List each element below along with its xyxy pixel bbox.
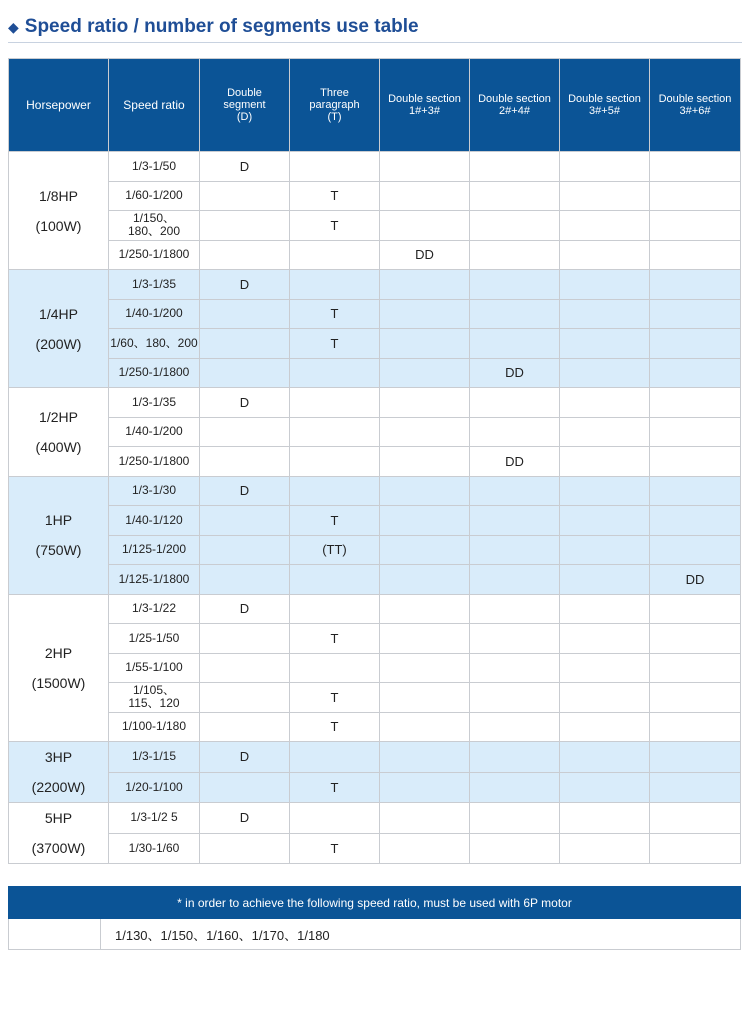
three-paragraph-cell <box>290 447 380 477</box>
double-section-1-3-cell <box>380 388 470 418</box>
double-segment-cell <box>200 653 290 683</box>
three-paragraph-cell <box>290 594 380 624</box>
double-section-2-4-cell <box>470 240 560 270</box>
title-divider <box>8 42 742 43</box>
double-section-2-4-cell <box>470 181 560 211</box>
three-paragraph-cell: T <box>290 181 380 211</box>
table-row <box>9 476 741 506</box>
three-paragraph-cell <box>290 742 380 773</box>
page-title-text: Speed ratio / number of segments use table <box>24 16 419 37</box>
table-row <box>9 506 741 536</box>
horsepower-value: 1HP <box>44 512 73 528</box>
header-double-segment: Double segment (D) <box>200 59 290 152</box>
double-section-2-4-cell <box>470 417 560 447</box>
double-section-3-6-cell <box>650 152 741 182</box>
three-paragraph-cell: T <box>290 624 380 654</box>
double-segment-cell <box>200 683 290 713</box>
table-header-row <box>9 59 741 152</box>
double-section-3-6-cell <box>650 624 741 654</box>
double-section-3-5-cell <box>560 211 650 241</box>
double-section-3-6-cell <box>650 803 741 834</box>
double-section-2-4-cell <box>470 772 560 803</box>
speed-ratio-cell: 1/40-1/120 <box>109 506 200 536</box>
double-section-1-3-cell <box>380 742 470 773</box>
speed-ratio-cell: 1/3-1/2 5 <box>109 803 200 834</box>
double-section-3-6-cell <box>650 772 741 803</box>
horsepower-cell <box>9 152 109 270</box>
double-section-3-5-cell <box>560 447 650 477</box>
double-section-3-5-cell <box>560 565 650 595</box>
speed-ratio-cell: 1/150、 180、200 <box>109 211 200 241</box>
double-section-3-6-cell <box>650 270 741 300</box>
three-paragraph-cell <box>290 152 380 182</box>
table-body <box>9 152 741 864</box>
table-row <box>9 624 741 654</box>
double-section-3-5-cell <box>560 299 650 329</box>
speed-ratio-cell: 1/25-1/50 <box>109 624 200 654</box>
double-section-3-6-cell <box>650 506 741 536</box>
three-paragraph-cell: T <box>290 211 380 241</box>
double-section-3-5-cell <box>560 712 650 742</box>
speed-ratio-cell: 1/3-1/30 <box>109 476 200 506</box>
wattage-value: (400W) <box>35 438 82 455</box>
speed-ratio-cell: 1/55-1/100 <box>109 653 200 683</box>
double-section-3-6-cell <box>650 211 741 241</box>
speed-ratio-cell: 1/105、 115、120 <box>109 683 200 713</box>
note-row <box>9 919 741 950</box>
double-section-3-5-cell <box>560 417 650 447</box>
speed-ratio-cell: 1/3-1/15 <box>109 742 200 773</box>
three-paragraph-cell: T <box>290 712 380 742</box>
header-double-section-2-4: Double section 2#+4# <box>470 59 560 152</box>
table-row <box>9 712 741 742</box>
table-row <box>9 358 741 388</box>
double-section-1-3-cell <box>380 565 470 595</box>
double-section-3-6-cell: DD <box>650 565 741 595</box>
double-section-3-5-cell <box>560 329 650 359</box>
double-section-3-6-cell <box>650 594 741 624</box>
table-row <box>9 181 741 211</box>
double-section-3-6-cell <box>650 358 741 388</box>
double-segment-cell: D <box>200 476 290 506</box>
double-section-3-6-cell <box>650 476 741 506</box>
horsepower-value: 1/4HP <box>39 305 78 322</box>
double-section-3-6-cell <box>650 742 741 773</box>
table-row <box>9 683 741 713</box>
three-paragraph-cell: T <box>290 299 380 329</box>
three-paragraph-cell <box>290 388 380 418</box>
speed-ratio-cell: 1/3-1/35 <box>109 270 200 300</box>
double-section-1-3-cell <box>380 833 470 864</box>
three-paragraph-cell <box>290 417 380 447</box>
double-section-2-4-cell <box>470 476 560 506</box>
table-row <box>9 299 741 329</box>
horsepower-cell <box>9 388 109 477</box>
double-section-2-4-cell <box>470 506 560 536</box>
horsepower-value: 2HP <box>44 644 73 661</box>
double-section-3-5-cell <box>560 653 650 683</box>
double-section-1-3-cell <box>380 152 470 182</box>
double-section-1-3-cell <box>380 299 470 329</box>
double-section-1-3-cell <box>380 535 470 565</box>
speed-ratio-cell: 1/250-1/1800 <box>109 447 200 477</box>
speed-ratio-cell: 1/30-1/60 <box>109 833 200 864</box>
diamond-bullet-icon: ◆ <box>8 18 19 35</box>
double-section-3-5-cell <box>560 803 650 834</box>
wattage-value: (100W) <box>35 217 82 234</box>
double-section-3-5-cell <box>560 535 650 565</box>
speed-ratio-cell: 1/250-1/1800 <box>109 240 200 270</box>
double-section-3-5-cell <box>560 270 650 300</box>
note-label <box>9 919 101 950</box>
double-segment-cell <box>200 417 290 447</box>
table-row <box>9 535 741 565</box>
header-horsepower: Horsepower <box>9 59 109 152</box>
page-title <box>8 14 419 40</box>
wattage-value: (200W) <box>35 335 82 352</box>
speed-ratio-cell: 1/3-1/50 <box>109 152 200 182</box>
double-section-3-5-cell <box>560 181 650 211</box>
double-segment-cell <box>200 565 290 595</box>
speed-ratio-cell: 1/20-1/100 <box>109 772 200 803</box>
double-section-1-3-cell <box>380 772 470 803</box>
three-paragraph-cell <box>290 476 380 506</box>
note-header: * in order to achieve the following speed ratio, must be used with 6P motor <box>9 887 741 919</box>
double-section-3-6-cell <box>650 417 741 447</box>
double-segment-cell <box>200 624 290 654</box>
speed-ratio-cell: 1/125-1/200 <box>109 535 200 565</box>
double-segment-cell: D <box>200 594 290 624</box>
double-segment-cell <box>200 211 290 241</box>
wattage-value: (750W) <box>35 542 82 558</box>
double-section-2-4-cell <box>470 565 560 595</box>
double-section-2-4-cell <box>470 211 560 241</box>
table-row <box>9 211 741 241</box>
three-paragraph-cell <box>290 358 380 388</box>
double-segment-cell <box>200 772 290 803</box>
speed-ratio-cell: 1/60、180、200 <box>109 329 200 359</box>
note-ratios: 1/130、1/150、1/160、1/170、1/180 <box>101 919 741 950</box>
table-row <box>9 833 741 864</box>
table-row <box>9 152 741 182</box>
speed-ratio-cell: 1/60-1/200 <box>109 181 200 211</box>
three-paragraph-cell <box>290 653 380 683</box>
header-three-paragraph: Three paragraph (T) <box>290 59 380 152</box>
double-section-1-3-cell: DD <box>380 240 470 270</box>
double-section-3-5-cell <box>560 742 650 773</box>
double-section-2-4-cell: DD <box>470 447 560 477</box>
double-segment-cell <box>200 506 290 536</box>
double-section-2-4-cell <box>470 152 560 182</box>
wattage-value: (1500W) <box>31 674 86 691</box>
table-row <box>9 329 741 359</box>
double-segment-cell <box>200 299 290 329</box>
speed-ratio-cell: 1/250-1/1800 <box>109 358 200 388</box>
three-paragraph-cell: T <box>290 329 380 359</box>
table-row <box>9 240 741 270</box>
double-section-2-4-cell <box>470 270 560 300</box>
table-row <box>9 594 741 624</box>
table-row <box>9 772 741 803</box>
double-segment-cell <box>200 535 290 565</box>
horsepower-cell <box>9 803 109 864</box>
horsepower-value: 5HP <box>44 810 73 826</box>
double-section-1-3-cell <box>380 476 470 506</box>
double-section-1-3-cell <box>380 653 470 683</box>
double-section-2-4-cell <box>470 535 560 565</box>
table-row <box>9 565 741 595</box>
double-section-1-3-cell <box>380 506 470 536</box>
double-segment-cell <box>200 358 290 388</box>
double-segment-cell: D <box>200 388 290 418</box>
double-segment-cell <box>200 712 290 742</box>
double-section-3-5-cell <box>560 594 650 624</box>
double-section-1-3-cell <box>380 624 470 654</box>
table-row <box>9 417 741 447</box>
double-section-1-3-cell <box>380 712 470 742</box>
three-paragraph-cell <box>290 240 380 270</box>
three-paragraph-cell: T <box>290 683 380 713</box>
double-section-1-3-cell <box>380 181 470 211</box>
table-row <box>9 270 741 300</box>
double-section-2-4-cell <box>470 683 560 713</box>
table-row <box>9 653 741 683</box>
double-section-1-3-cell <box>380 594 470 624</box>
horsepower-value: 1/2HP <box>39 408 78 425</box>
three-paragraph-cell: T <box>290 772 380 803</box>
table-row <box>9 742 741 773</box>
double-section-3-6-cell <box>650 833 741 864</box>
double-segment-cell <box>200 181 290 211</box>
double-section-3-5-cell <box>560 833 650 864</box>
double-segment-cell: D <box>200 270 290 300</box>
double-section-3-5-cell <box>560 152 650 182</box>
double-section-3-5-cell <box>560 388 650 418</box>
double-section-2-4-cell <box>470 594 560 624</box>
double-segment-cell: D <box>200 152 290 182</box>
double-section-3-5-cell <box>560 683 650 713</box>
double-section-3-6-cell <box>650 535 741 565</box>
header-speed-ratio: Speed ratio <box>109 59 200 152</box>
speed-ratio-cell: 1/40-1/200 <box>109 417 200 447</box>
horsepower-value: 1/8HP <box>39 187 78 204</box>
three-paragraph-cell <box>290 565 380 595</box>
three-paragraph-cell: T <box>290 833 380 864</box>
wattage-value: (3700W) <box>31 840 86 856</box>
three-paragraph-cell: T <box>290 506 380 536</box>
wattage-value: (2200W) <box>31 779 86 795</box>
double-section-3-6-cell <box>650 388 741 418</box>
double-section-3-6-cell <box>650 181 741 211</box>
double-section-2-4-cell <box>470 624 560 654</box>
double-section-2-4-cell <box>470 712 560 742</box>
double-segment-cell: D <box>200 742 290 773</box>
double-section-1-3-cell <box>380 358 470 388</box>
double-section-3-6-cell <box>650 447 741 477</box>
double-section-1-3-cell <box>380 447 470 477</box>
double-section-3-5-cell <box>560 506 650 536</box>
double-section-3-5-cell <box>560 476 650 506</box>
note-header-row <box>9 887 741 919</box>
table-row <box>9 447 741 477</box>
three-paragraph-cell <box>290 803 380 834</box>
double-section-3-6-cell <box>650 653 741 683</box>
double-section-1-3-cell <box>380 417 470 447</box>
header-double-section-3-5: Double section 3#+5# <box>560 59 650 152</box>
three-paragraph-cell <box>290 270 380 300</box>
speed-ratio-cell: 1/100-1/180 <box>109 712 200 742</box>
double-section-2-4-cell <box>470 299 560 329</box>
speed-ratio-cell: 1/125-1/1800 <box>109 565 200 595</box>
horsepower-cell <box>9 742 109 803</box>
double-segment-cell <box>200 833 290 864</box>
double-section-2-4-cell <box>470 653 560 683</box>
header-double-section-1-3: Double section 1#+3# <box>380 59 470 152</box>
double-section-2-4-cell <box>470 329 560 359</box>
double-section-3-5-cell <box>560 240 650 270</box>
header-double-section-3-6: Double section 3#+6# <box>650 59 741 152</box>
double-section-3-5-cell <box>560 358 650 388</box>
double-section-1-3-cell <box>380 803 470 834</box>
double-section-1-3-cell <box>380 211 470 241</box>
double-section-1-3-cell <box>380 329 470 359</box>
horsepower-cell <box>9 476 109 594</box>
double-section-3-6-cell <box>650 240 741 270</box>
table-row <box>9 803 741 834</box>
horsepower-cell <box>9 594 109 742</box>
double-section-3-6-cell <box>650 329 741 359</box>
double-section-2-4-cell <box>470 803 560 834</box>
speed-ratio-cell: 1/40-1/200 <box>109 299 200 329</box>
speed-ratio-cell: 1/3-1/35 <box>109 388 200 418</box>
horsepower-cell <box>9 270 109 388</box>
three-paragraph-cell: (TT) <box>290 535 380 565</box>
double-section-3-6-cell <box>650 299 741 329</box>
speed-ratio-table <box>8 58 741 864</box>
double-segment-cell <box>200 447 290 477</box>
double-section-2-4-cell: DD <box>470 358 560 388</box>
double-section-2-4-cell <box>470 742 560 773</box>
double-segment-cell: D <box>200 803 290 834</box>
note-table <box>8 886 741 950</box>
double-segment-cell <box>200 329 290 359</box>
table-row <box>9 388 741 418</box>
speed-ratio-cell: 1/3-1/22 <box>109 594 200 624</box>
double-section-2-4-cell <box>470 388 560 418</box>
double-section-2-4-cell <box>470 833 560 864</box>
double-section-1-3-cell <box>380 683 470 713</box>
double-section-3-6-cell <box>650 712 741 742</box>
double-section-3-6-cell <box>650 683 741 713</box>
double-section-3-5-cell <box>560 624 650 654</box>
double-section-3-5-cell <box>560 772 650 803</box>
double-segment-cell <box>200 240 290 270</box>
horsepower-value: 3HP <box>44 749 73 765</box>
double-section-1-3-cell <box>380 270 470 300</box>
